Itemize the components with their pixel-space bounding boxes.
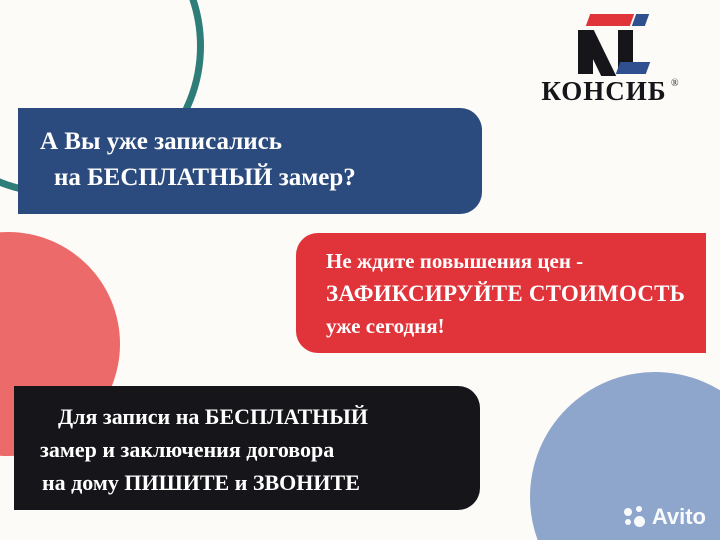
banner-black-line-2: замер и заключения договора: [40, 437, 335, 462]
banner-red-line-1: Не ждите повышения цен -: [326, 249, 584, 273]
banner-red-line-2: ЗАФИКСИРУЙТЕ СТОИМОСТЬ: [326, 281, 686, 307]
banner-price-lock: [296, 233, 706, 353]
avito-watermark: [624, 504, 706, 530]
banner-black-line-3: на дому ПИШИТЕ и ЗВОНИТЕ: [42, 470, 360, 495]
banner-black-line-1: Для записи на БЕСПЛАТНЫЙ: [58, 404, 368, 429]
avito-watermark-label: Avito: [651, 504, 706, 529]
avito-logo-icon: [624, 506, 646, 528]
banner-contact-call-to-action: [14, 386, 480, 510]
brand-logo: [514, 12, 694, 107]
logo-blue-bar-bottom: [616, 62, 650, 74]
brand-name: [541, 76, 680, 107]
banner-blue-line-2: на БЕСПЛАТНЫЙ замер?: [54, 163, 356, 191]
banner-blue-line-1: А Вы уже записались: [40, 128, 282, 155]
logo-mark-icon: [514, 12, 694, 74]
logo-blue-bar-top: [632, 14, 649, 26]
banner-free-measurement: [18, 108, 482, 214]
brand-name-text: КОНСИБ: [541, 76, 667, 106]
logo-red-bar: [586, 14, 634, 26]
registered-mark: ®: [671, 78, 680, 89]
banner-red-line-3: уже сегодня!: [326, 314, 445, 339]
